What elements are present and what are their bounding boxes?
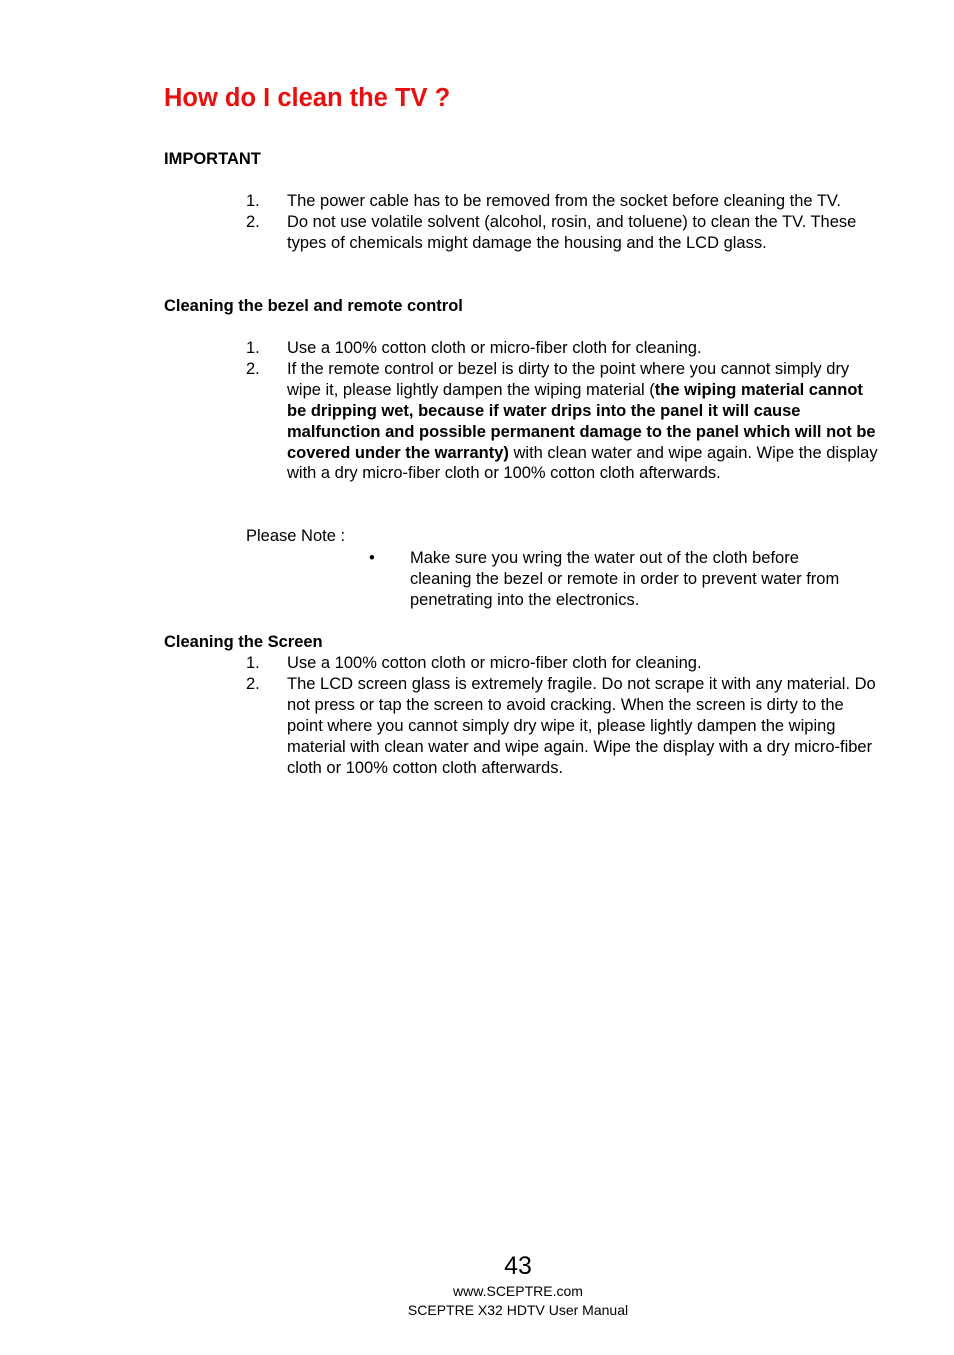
item-number: 1. [246,339,260,357]
screen-heading: Cleaning the Screen [164,633,323,651]
note-bullet-list [369,548,849,611]
item-number: 1. [246,654,260,672]
list-item [369,548,849,611]
page-title: How do I clean the TV ? [164,84,451,112]
note-text: Make sure you wring the water out of the cloth before cleaning the bezel or remote in order to prevent water from penetrating into the electronics. [410,549,840,609]
list-item [246,212,878,254]
item-text: The LCD screen glass is extremely fragile. Do not scrape it with any material. Do not press or tap the screen to avoid cracking. When the screen is dirty to the point where you cannot simply dry wipe it, please lightly dampen the wiping material with clean water and wipe again. Wipe the display with a dry micro-fiber cloth or 100% cotton cloth afterwards. [287,674,876,777]
item-number: 1. [246,192,260,210]
bezel-heading: Cleaning the bezel and remote control [164,297,463,315]
list-item [246,338,878,359]
item-text-before: If the remote control or bezel is dirty to the point where you cannot simply dry wipe it, please lightly dampen the wiping material ( [287,359,850,399]
bullet-icon: • [369,549,375,567]
note-label: Please Note : [246,527,346,545]
item-number: 2. [246,359,260,378]
item-number: 2. [246,212,260,231]
item-number: 2. [246,674,260,693]
item-text: The power cable has to be removed from the socket before cleaning the TV. [287,192,841,210]
list-item [246,674,878,779]
list-item [246,359,878,484]
footer-manual-title: SCEPTRE X32 HDTV User Manual [407,1302,629,1318]
item-text: Use a 100% cotton cloth or micro-fiber cloth for cleaning. [287,339,702,357]
screen-list [246,653,878,778]
page-number: 43 [504,1252,532,1280]
item-text-warning: the wiping material cannot be dripping wet, because if water drips into the panel it will cause malfunction and possible permanent damage to the panel which will not be covered under the warranty) [287,380,876,462]
important-list [246,191,878,254]
item-text-after: with clean water and wipe again. Wipe the display with a dry micro-fiber cloth or 100% cotton cloth afterwards. [287,443,878,483]
important-heading: IMPORTANT [164,150,261,168]
footer-url: www.SCEPTRE.com [453,1283,583,1299]
item-text: Do not use volatile solvent (alcohol, rosin, and toluene) to clean the TV. These types of chemicals might damage the housing and the LCD glass. [287,212,857,252]
list-item [246,653,878,674]
list-item [246,191,878,212]
bezel-list [246,338,878,484]
item-text: Use a 100% cotton cloth or micro-fiber cloth for cleaning. [287,654,702,672]
